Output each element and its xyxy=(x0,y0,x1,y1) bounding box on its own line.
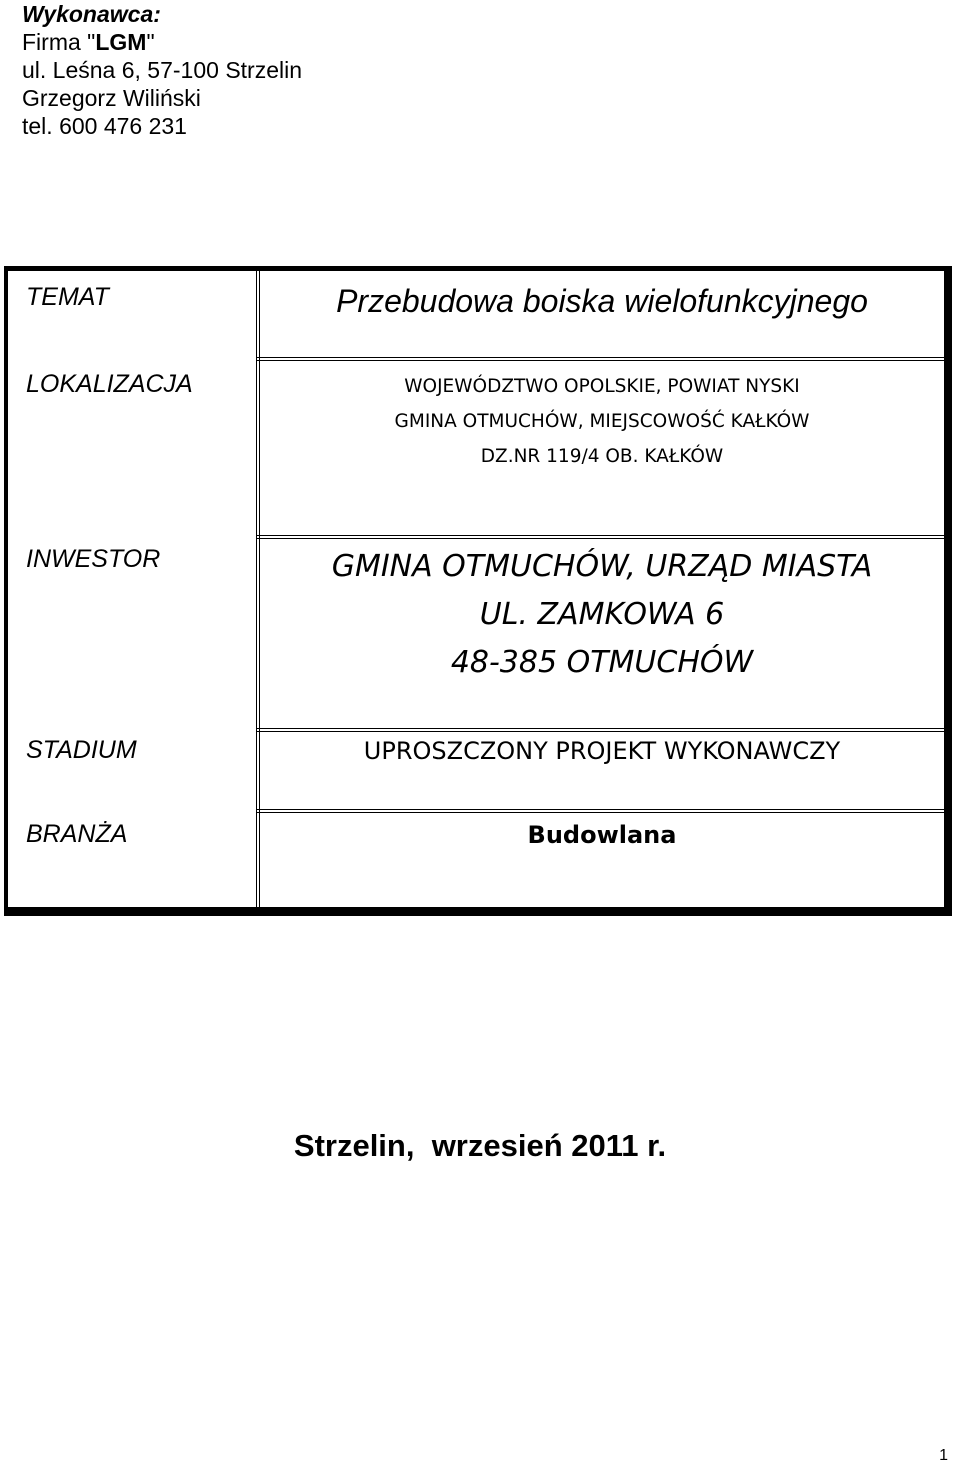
topic-label: TEMAT xyxy=(26,283,109,311)
location-label: LOKALIZACJA xyxy=(26,370,193,398)
row-divider-location xyxy=(256,535,944,539)
place-and-date: Strzelin, wrzesień 2011 r. xyxy=(293,1128,667,1163)
row-divider-stage xyxy=(256,809,944,813)
investor-line: 48-385 OTMUCHÓW xyxy=(450,645,754,680)
location-line: DZ.NR 119/4 OB. KAŁKÓW xyxy=(480,446,724,467)
investor-value xyxy=(260,543,944,687)
firm-suffix: " xyxy=(146,29,155,55)
location-line: GMINA OTMUCHÓW, MIEJSCOWOŚĆ KAŁKÓW xyxy=(394,411,810,432)
row-divider-investor xyxy=(256,728,944,732)
location-line: WOJEWÓDZTWO OPOLSKIE, POWIAT NYSKI xyxy=(404,376,800,397)
firm-prefix: Firma " xyxy=(22,29,96,55)
investor-line: GMINA OTMUCHÓW, URZĄD MIASTA xyxy=(331,549,873,584)
page-number: 1 xyxy=(939,1447,948,1464)
stage-value xyxy=(260,737,944,765)
contractor-address: ul. Leśna 6, 57-100 Strzelin xyxy=(22,57,303,83)
contractor-block xyxy=(22,0,302,140)
firm-name: LGM xyxy=(95,29,147,55)
stage-text: UPROSZCZONY PROJEKT WYKONAWCZY xyxy=(363,737,841,765)
investor-label: INWESTOR xyxy=(26,545,161,573)
branch-text: Budowlana xyxy=(527,821,677,849)
contractor-phone: tel. 600 476 231 xyxy=(22,113,187,139)
contractor-label: Wykonawca: xyxy=(22,1,161,27)
row-divider-topic xyxy=(256,357,944,361)
project-info-table xyxy=(4,266,952,916)
investor-line: UL. ZAMKOWA 6 xyxy=(479,597,725,632)
topic-text: Przebudowa boiska wielofunkcyjnego xyxy=(336,283,868,319)
branch-value xyxy=(260,821,944,849)
contractor-person: Grzegorz Wiliński xyxy=(22,85,201,111)
stage-label: STADIUM xyxy=(26,736,137,764)
topic-value xyxy=(260,283,944,320)
branch-label: BRANŻA xyxy=(26,820,128,848)
contractor-firm xyxy=(22,28,302,56)
location-value xyxy=(260,369,944,474)
